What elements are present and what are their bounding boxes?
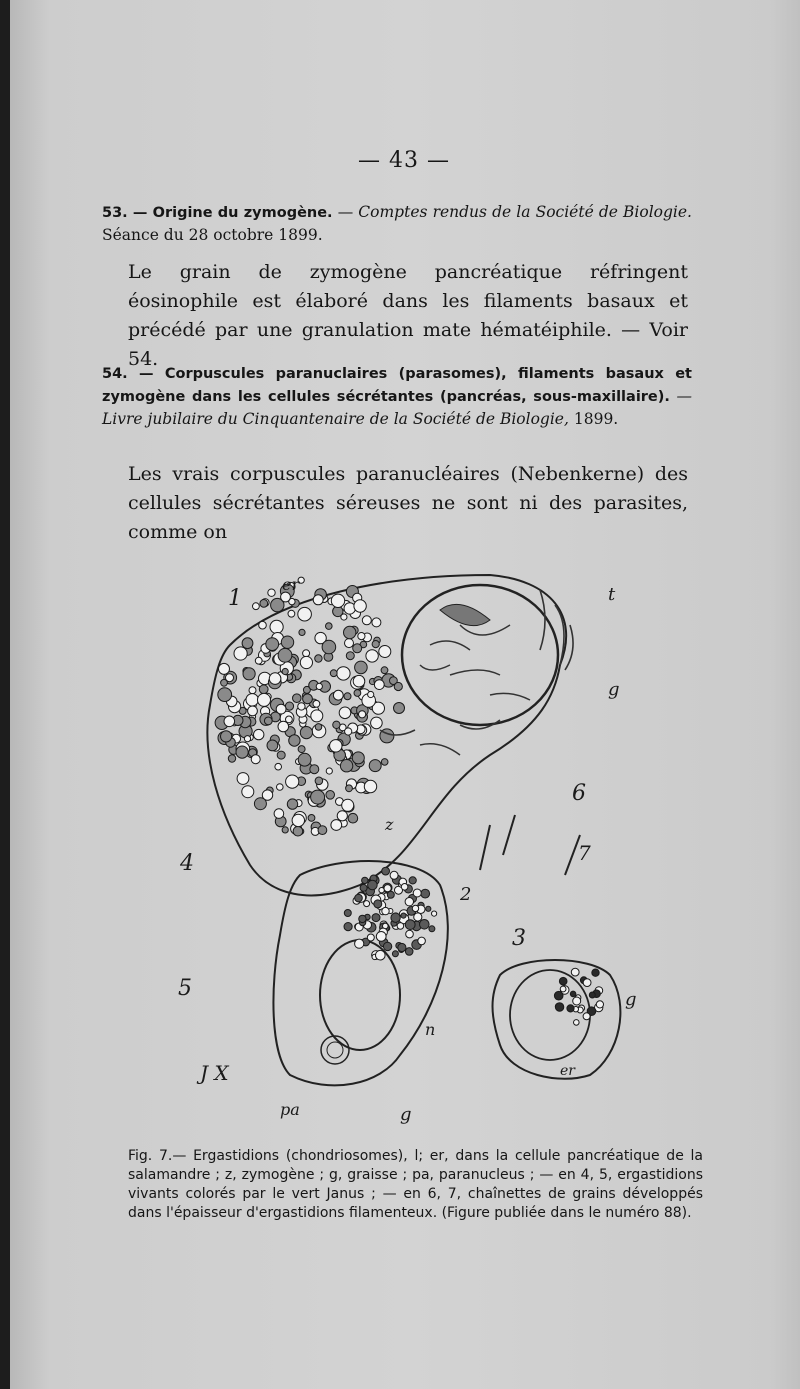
granule (354, 600, 366, 612)
caption-text: l; er, dans la cellule pancréatique de la salamandre ; z, zymogène ; g, graisse ; pa, paranucleus ; — en 4, 5, ergastidions vivants colorés par le vert Janus ; — en 6, 7, chaînettes de grains développés dans l'épaisseur d'ergastidions filamenteux. (Figure publiée dans le numéro 88). (128, 1148, 704, 1221)
entry-53-reference: 53. — Origine du zymogène. — Comptes rendus de la Société de Biologie. Séance du 28 octobre 1899. (102, 203, 692, 244)
granule (382, 867, 390, 875)
label-z: z (385, 815, 394, 834)
granule (337, 667, 350, 680)
granule (368, 880, 378, 890)
granule (379, 888, 384, 893)
granule (315, 724, 322, 731)
granule (298, 703, 305, 710)
granule (287, 799, 297, 809)
zymogen-granules (215, 577, 404, 836)
granule (412, 905, 418, 911)
granule (253, 603, 260, 610)
granule (243, 668, 255, 680)
granule (384, 885, 391, 892)
granule (369, 760, 381, 772)
granule (352, 752, 364, 764)
figure-7-illustration (160, 555, 720, 1135)
entry-53-date: Séance du 28 octobre 1899. (102, 226, 323, 244)
granule (348, 813, 358, 823)
label-n: n (425, 1020, 436, 1039)
granule (221, 731, 232, 742)
granule (237, 773, 249, 785)
granule (353, 644, 362, 653)
lower-cell-nucleus (320, 940, 400, 1050)
granule (592, 969, 599, 976)
granule (362, 616, 371, 625)
granule (228, 755, 235, 762)
granule (282, 827, 288, 833)
granule (383, 942, 391, 950)
granule (379, 646, 391, 658)
granule (376, 932, 386, 942)
granule (286, 716, 293, 723)
granule (298, 607, 312, 621)
granule (258, 693, 271, 706)
granule (337, 811, 347, 821)
granule (391, 913, 400, 922)
granule (224, 716, 235, 727)
granule (344, 626, 356, 638)
granule (405, 920, 415, 930)
granule (560, 986, 566, 992)
label-er: er (282, 575, 300, 594)
granule (583, 979, 591, 987)
granule (367, 934, 374, 941)
granule (342, 799, 354, 811)
label-5: 5 (178, 976, 192, 1001)
granule (268, 589, 275, 596)
granule (246, 694, 258, 706)
granule (401, 913, 406, 918)
granule (339, 707, 351, 719)
granule (589, 992, 595, 998)
granule (326, 791, 335, 800)
granule (374, 680, 384, 690)
entry-54-journal: — Livre jubilaire du Cinquantenaire de la Société de Biologie, (102, 387, 692, 428)
granule (248, 706, 258, 716)
granule (310, 765, 319, 774)
granule (405, 948, 413, 956)
granule (331, 820, 342, 831)
granule (381, 667, 388, 674)
entry-53-journal: Comptes rendus de la Société de Biologie. (358, 203, 692, 221)
granule (359, 711, 366, 718)
entry-54-body: Les vrais corpuscules paranucléaires (Nebenkerne) des cellules sécrétantes séreuses ne sont ni des parasites, comme on (128, 463, 688, 543)
granule (596, 1001, 603, 1008)
granule (282, 668, 288, 674)
granule (266, 638, 279, 651)
granule (406, 930, 414, 938)
granule (355, 939, 364, 948)
label-6: 6 (572, 781, 586, 806)
granule (277, 784, 284, 791)
figure-caption (128, 1147, 703, 1223)
granule (387, 891, 394, 898)
granule (242, 786, 254, 798)
granule (344, 923, 352, 931)
granule (331, 594, 344, 607)
granule (401, 884, 408, 891)
granule (368, 691, 374, 697)
label-2: 2 (460, 884, 472, 905)
granule (276, 704, 286, 714)
granule (259, 685, 268, 694)
label-1: 1 (228, 586, 242, 611)
granule (288, 610, 295, 617)
granule (298, 746, 305, 753)
granule (559, 977, 567, 985)
granule (270, 620, 283, 633)
granule (303, 694, 313, 704)
paranucleus (321, 1036, 349, 1064)
label-j-x: J X (200, 1061, 229, 1085)
granule (372, 914, 380, 922)
lower-cell-granules (344, 867, 437, 960)
granule (359, 915, 366, 922)
label-g-right: g (625, 989, 637, 1010)
granule (432, 911, 437, 916)
granule (346, 652, 354, 660)
granule (366, 650, 378, 662)
granule (330, 740, 342, 752)
granule (313, 700, 320, 707)
granule (345, 728, 352, 735)
granule (254, 729, 264, 739)
granule (278, 648, 292, 662)
granule (326, 768, 332, 774)
granule (381, 759, 388, 766)
granule (429, 926, 435, 932)
granule (293, 694, 302, 703)
granule (555, 1003, 563, 1011)
granule (382, 907, 389, 914)
granule (293, 826, 303, 836)
granule (234, 647, 247, 660)
granule (409, 877, 416, 884)
granule (255, 657, 262, 664)
granule (360, 884, 367, 891)
label-pa: pa (280, 1100, 300, 1119)
label-3: 3 (512, 926, 526, 951)
caption-lead: Fig. 7.— Ergastidions (chondriosomes), (128, 1148, 408, 1164)
granule (372, 641, 379, 648)
granule (394, 682, 402, 690)
label-4: 4 (180, 851, 194, 876)
granule (574, 1020, 580, 1026)
label-g-top: g (608, 679, 620, 700)
right-cell-nucleus (510, 970, 590, 1060)
right-cell-outline (493, 960, 621, 1079)
granule (358, 633, 365, 640)
granule (397, 923, 404, 930)
granule (267, 740, 278, 751)
book-page (10, 0, 800, 1389)
granule (354, 690, 361, 697)
granule (340, 760, 352, 772)
granule (289, 735, 300, 746)
granule (345, 639, 354, 648)
granule (322, 640, 336, 654)
granule (405, 898, 413, 906)
granule (330, 670, 337, 677)
granule (292, 814, 304, 826)
granule (311, 790, 325, 804)
granule (374, 900, 382, 908)
granule (277, 751, 285, 759)
granule (316, 683, 322, 689)
granule (371, 717, 383, 729)
label-er-bottom: er (560, 1063, 575, 1079)
entry-54-year: 1899. (573, 410, 619, 428)
granule (259, 621, 267, 629)
granule (413, 889, 421, 897)
entry-54-heading: 54. — Corpuscules paranuclaires (parasomes), filaments basaux et zymogène dans les cellules sécrétantes (pancréas, sous-maxillaire). (102, 366, 692, 405)
granule (364, 780, 376, 792)
granule (554, 991, 563, 1000)
granule (242, 638, 253, 649)
granule (420, 920, 430, 930)
granule (333, 690, 343, 700)
label-7: 7 (578, 841, 591, 865)
page-number: — 43 — (358, 148, 450, 173)
granule (353, 675, 365, 687)
right-cell-granules (554, 968, 603, 1025)
granule (275, 763, 282, 770)
label-t: t (608, 584, 616, 605)
granule (300, 656, 312, 668)
entry-53-heading: 53. — Origine du zymogène. (102, 205, 333, 221)
granule (346, 785, 353, 792)
granule (315, 777, 323, 785)
granule (318, 826, 327, 835)
granule (254, 798, 266, 810)
granule (418, 937, 426, 945)
granule (326, 623, 333, 630)
granule (315, 655, 322, 662)
granule (567, 1005, 574, 1012)
granule-chains (480, 815, 580, 875)
granule (300, 727, 312, 739)
granule (570, 991, 576, 997)
granule (236, 746, 248, 758)
granule (269, 673, 281, 685)
granule (303, 650, 310, 657)
label-g-bottom: g (400, 1104, 412, 1125)
granule (571, 968, 579, 976)
granule (298, 753, 311, 766)
granule (285, 702, 293, 710)
granule (264, 717, 272, 725)
granule (344, 693, 351, 700)
granule (398, 943, 406, 951)
granule (364, 901, 370, 907)
granule (573, 997, 581, 1005)
granule (392, 951, 398, 957)
granule (372, 618, 381, 627)
granule (426, 906, 431, 911)
granule (244, 736, 250, 742)
granule (362, 877, 368, 883)
granule (394, 703, 405, 714)
granule (274, 809, 284, 819)
granule (299, 629, 305, 635)
granule (390, 871, 398, 879)
granule (344, 910, 351, 917)
granule (249, 687, 256, 694)
granule (341, 614, 347, 620)
entry-54-reference (102, 362, 692, 430)
granule (355, 661, 368, 674)
entry-53-body: Le grain de zymogène pancréatique réfringent éosinophile est élaboré dans les filaments basaux et précédé par une granulation mate hématéiphile. — Voir 54. (128, 261, 688, 370)
cell-nucleus (402, 585, 558, 725)
granule (281, 636, 293, 648)
granule (219, 663, 230, 674)
granule (260, 600, 268, 608)
granule (583, 1013, 590, 1020)
granule (313, 595, 323, 605)
granule (226, 674, 234, 682)
granule (376, 950, 386, 960)
granule (308, 815, 315, 822)
granule (333, 721, 340, 728)
granule (251, 755, 260, 764)
granule (218, 688, 232, 702)
granule (286, 775, 299, 788)
granule (311, 710, 323, 722)
granule (355, 894, 363, 902)
granule (421, 889, 430, 898)
